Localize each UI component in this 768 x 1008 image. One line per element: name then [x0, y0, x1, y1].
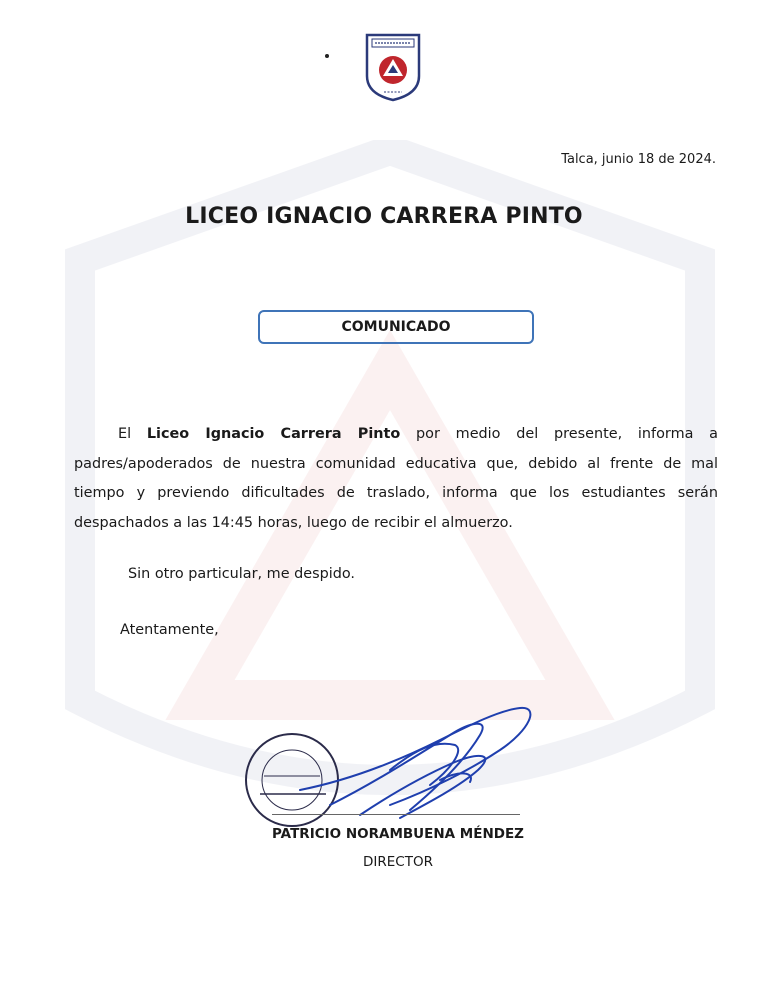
body-school-name: Liceo Ignacio Carrera Pinto — [146, 426, 401, 442]
regards-line: Atentamente, — [120, 622, 219, 638]
body-paragraph — [74, 420, 718, 538]
closing-line: Sin otro particular, me despido. — [128, 566, 356, 582]
notice-heading: COMUNICADO — [341, 319, 451, 335]
stray-mark — [325, 54, 329, 58]
page-title: LICEO IGNACIO CARRERA PINTO — [185, 204, 583, 229]
body-lead: El — [118, 426, 132, 442]
notice-heading-box — [258, 310, 534, 344]
signature-line — [272, 814, 520, 815]
school-crest-logo — [364, 32, 422, 102]
body-text: por medio del presente, informa a padres/apoderados de nuestra comunidad educativa que, debido al frente de mal tiempo y previendo dificultades de traslado, informa que los estudiantes serán despachados a las 14:45 horas, luego de recibir el almuerzo. — [74, 426, 719, 531]
signer-name: PATRICIO NORAMBUENA MÉNDEZ — [272, 826, 524, 842]
official-stamp — [246, 734, 338, 826]
date-line: Talca, junio 18 de 2024. — [561, 152, 716, 167]
signer-title: DIRECTOR — [363, 854, 433, 870]
